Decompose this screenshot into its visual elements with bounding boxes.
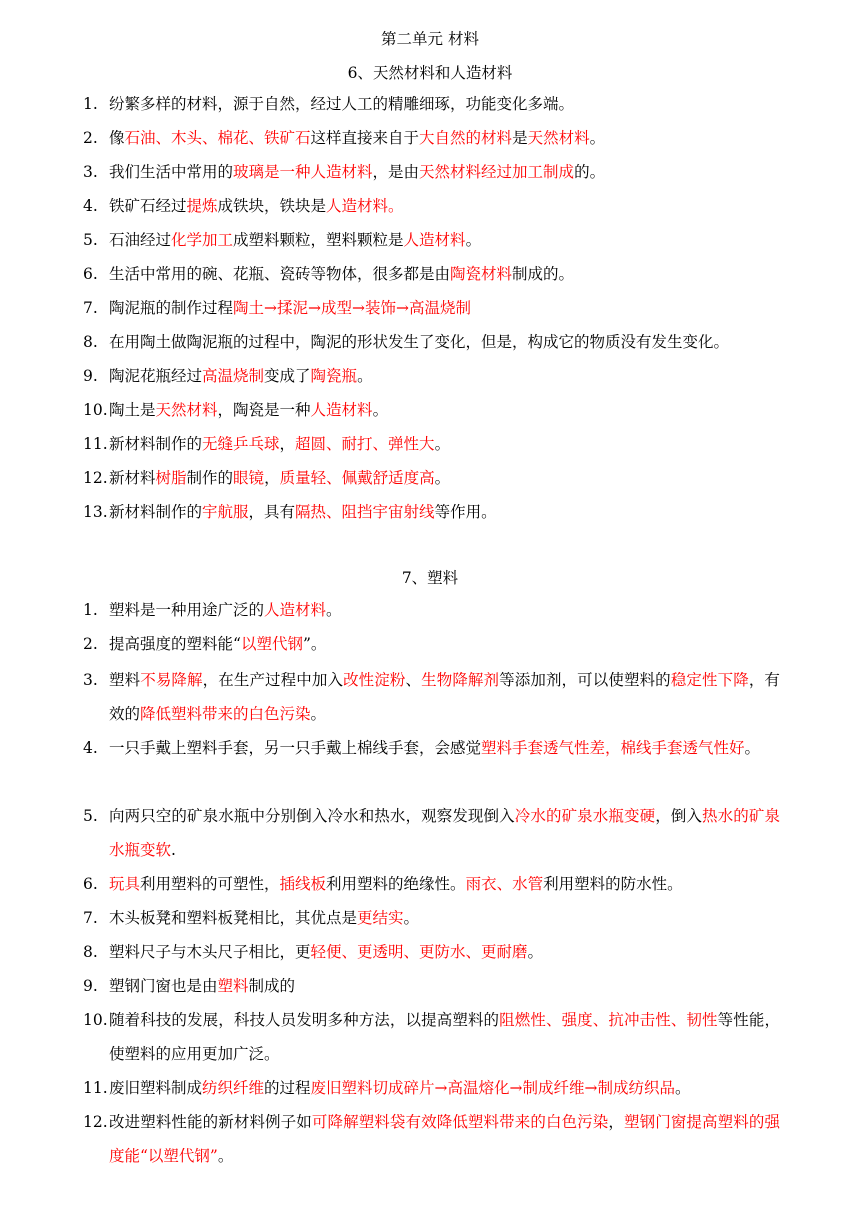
highlighted-text: 隔热、阻挡宇宙射线 [295,503,435,521]
highlighted-text: 超圆、耐打、弹性大 [295,435,435,453]
plain-text: 一只手戴上塑料手套，另一只手戴上棉线手套，会感觉 [109,739,482,757]
item-text [109,969,780,1003]
plain-text: 塑钢门窗也是由 [109,977,218,995]
item-text [109,1105,780,1173]
highlighted-text: 以塑代钢 [240,635,303,653]
highlighted-text: 石油、木头、棉花、铁矿石 [124,129,311,147]
item-text [109,427,780,461]
list-item [83,121,780,155]
plain-text: ， [608,1113,624,1131]
item-text [109,461,780,495]
item-number: 4. [83,197,98,215]
plain-text: 制成的 [248,977,296,995]
plain-text: 铁矿石经过 [109,197,187,215]
plain-text: 新材料制作的 [109,435,203,453]
item-number: 5. [83,231,98,249]
item-text [109,121,780,155]
plain-text: 。 [744,739,761,757]
highlighted-text: 宇航服 [202,503,249,521]
highlighted-text: 质量轻、佩戴舒适度高 [279,469,435,487]
list-item [83,1105,780,1173]
highlighted-text: 人造材料。 [326,197,404,215]
item-text [109,731,780,765]
list-item [83,461,780,495]
plain-text: 。 [326,601,342,619]
item-text [109,87,780,121]
highlighted-text: 纺织纤维 [202,1079,265,1097]
plain-text: 改进塑料性能的新材料例子如 [109,1113,312,1131]
plain-text: 我们生活中常用的 [109,163,234,181]
list-item [83,87,780,121]
highlighted-text: 陶瓷材料 [450,265,513,283]
highlighted-text: 天然材料经过加工制成 [419,163,575,181]
plain-text: . [171,841,176,859]
section7-title: 7、塑料 [401,569,459,587]
plain-text: 。 [372,401,389,419]
item-text [109,1003,780,1071]
plain-text: 等作用。 [434,503,497,521]
list-item [83,223,780,257]
plain-text: 变成了 [264,367,311,385]
plain-text: 。 [589,129,606,147]
plain-text: 新材料制作的 [109,503,203,521]
list-item [83,935,780,969]
item-number: 1. [83,601,98,619]
highlighted-text: 塑钢门窗提高塑料的强度能“以塑代钢” [109,1113,780,1165]
highlighted-text: 塑料 [217,977,249,995]
plain-text: ”。 [302,635,327,653]
highlighted-text: 无缝乒乓球 [202,435,280,453]
item-number: 12. [83,469,108,487]
highlighted-text: 提炼 [186,197,218,215]
highlighted-text: 天然材料 [155,401,218,419]
plain-text: 生活中常用的碗、花瓶、瓷砖等物体，很多都是由 [109,265,451,283]
list-item [83,393,780,427]
highlighted-text: 热水的矿泉水瓶变软 [109,807,780,859]
plain-text: ，具有 [248,503,296,521]
plain-text: 等添加剂，可以使塑料的 [499,671,671,689]
plain-text: 、 [405,671,422,689]
item-text [109,257,780,291]
plain-text: 利用塑料的防水性。 [543,875,683,893]
plain-text: 。 [310,705,327,723]
item-number: 11. [83,1079,108,1097]
highlighted-text: 塑料手套透气性差，棉线手套透气性好 [481,739,745,757]
list-item [83,867,780,901]
list-item [83,1003,780,1071]
highlighted-text: 高温烧制 [202,367,265,385]
highlighted-text: 可降解塑料袋有效降低塑料带来的白色污染 [311,1113,609,1131]
highlighted-text: 玻璃是一种人造材料 [233,163,373,181]
plain-text: 。 [527,943,544,961]
list-item [83,495,780,529]
plain-text: 利用塑料的可塑性， [140,875,280,893]
item-number: 12. [83,1113,108,1131]
plain-text: 纷繁多样的材料，源于自然，经过人工的精雕细琢，功能变化多端。 [109,95,575,113]
plain-text: 。 [465,231,482,249]
highlighted-text: 眼镜 [233,469,265,487]
plain-text: 随着科技的发展，科技人员发明多种方法，以提高塑料的 [109,1011,500,1029]
item-text [109,223,780,257]
highlighted-text: 人造材料 [310,401,373,419]
highlighted-text: 陶瓷瓶 [310,367,358,385]
item-text [109,495,780,529]
highlighted-text: 生物降解剂 [421,671,500,689]
plain-text: ，是由 [372,163,420,181]
highlighted-text: 更结实 [357,909,404,927]
plain-text: 陶土是 [109,401,156,419]
item-text [109,901,780,935]
list-item [83,291,780,325]
item-text [109,799,780,867]
list-item [83,427,780,461]
plain-text: 。 [357,367,373,385]
highlighted-text: 废旧塑料切成碎片→高温熔化→制成纤维→制成纺织品 [310,1079,676,1097]
highlighted-text: 化学加工 [171,231,234,249]
item-text [109,867,780,901]
item-number: 10. [83,1011,108,1029]
item-number: 2. [83,129,98,147]
plain-text: 成铁块，铁块是 [217,197,327,215]
plain-text: 是 [512,129,528,147]
highlighted-text: 大自然的材料 [419,129,513,147]
plain-text: 塑料 [109,671,141,689]
highlighted-text: 改性淀粉 [343,671,406,689]
item-number: 9. [83,367,98,385]
item-number: 5. [83,807,98,825]
unit-title: 第二单元 材料 [381,30,479,48]
plain-text: 新材料 [109,469,156,487]
item-text [109,1071,780,1105]
item-text [109,325,780,359]
item-number: 8. [83,333,98,351]
highlighted-text: 人造材料 [403,231,466,249]
list-item [83,593,780,627]
highlighted-text: 雨衣、水管 [465,875,544,893]
plain-text: 提高强度的塑料能“ [109,635,241,653]
item-number: 6. [83,875,98,893]
highlighted-text: 人造材料 [264,601,327,619]
highlighted-text: 陶土→揉泥→成型→装饰→高温烧制 [233,299,471,317]
item-number: 3. [83,163,98,181]
item-number: 8. [83,943,98,961]
highlighted-text: 不易降解 [140,671,203,689]
item-text [109,189,780,223]
item-number: 6. [83,265,98,283]
plain-text: ，倒入 [655,807,703,825]
plain-text: 制成的。 [512,265,575,283]
list-item [83,901,780,935]
plain-text: ， [264,469,280,487]
item-text [109,935,780,969]
highlighted-text: 稳定性下降 [670,671,749,689]
highlighted-text: 天然材料 [527,129,590,147]
item-number: 1. [83,95,98,113]
plain-text: 向两只空的矿泉水瓶中分别倒入冷水和热水，观察发现倒入 [109,807,515,825]
highlighted-text: 树脂 [155,469,187,487]
item-number: 13. [83,503,108,521]
list-item [83,731,780,765]
item-text [109,291,780,325]
plain-text: ，在生产过程中加入 [202,671,344,689]
plain-text: 利用塑料的绝缘性。 [326,875,466,893]
plain-text: 像 [109,129,125,147]
plain-text: 成塑料颗粒，塑料颗粒是 [233,231,404,249]
list-item [83,969,780,1003]
plain-text: ， [279,435,296,453]
item-number: 7. [83,909,98,927]
highlighted-text: 阻燃性、强度、抗冲击性、韧性 [499,1011,718,1029]
list-item [83,257,780,291]
list-item [83,359,780,393]
highlighted-text: 降低塑料带来的白色污染 [140,705,311,723]
list-item [83,155,780,189]
plain-text: 。 [434,435,451,453]
list-item [83,627,780,661]
list-item [83,1071,780,1105]
highlighted-text: 玩具 [109,875,141,893]
item-text [109,393,780,427]
item-number: 2. [83,635,98,653]
item-number: 4. [83,739,98,757]
plain-text: 等性能，使塑料的应用更加广泛。 [109,1011,780,1063]
plain-text: 。 [675,1079,691,1097]
plain-text: 。 [403,909,420,927]
plain-text: 的过程 [264,1079,311,1097]
plain-text: ，陶瓷是一种 [217,401,311,419]
item-number: 10. [83,401,108,419]
plain-text: 木头板凳和塑料板凳相比，其优点是 [109,909,358,927]
list-item [83,799,780,867]
plain-text: 塑料是一种用途广泛的 [109,601,265,619]
highlighted-text: 插线板 [279,875,327,893]
section6-title: 6、天然材料和人造材料 [347,64,513,82]
highlighted-text: 轻便、更透明、更防水、更耐磨 [310,943,528,961]
list-item [83,325,780,359]
plain-text: 塑料尺子与木头尺子相比，更 [109,943,311,961]
plain-text: 石油经过 [109,231,172,249]
item-number: 3. [83,671,98,689]
plain-text: 陶泥瓶的制作过程 [109,299,234,317]
plain-text: 制作的 [186,469,234,487]
item-text [109,359,780,393]
plain-text: 废旧塑料制成 [109,1079,203,1097]
plain-text: 陶泥花瓶经过 [109,367,203,385]
list-item [83,663,780,731]
item-number: 11. [83,435,108,453]
list-item [83,189,780,223]
highlighted-text: 冷水的矿泉水瓶变硬 [514,807,656,825]
plain-text: 这样直接来自于 [310,129,420,147]
plain-text: 。 [434,469,451,487]
plain-text: 的。 [574,163,606,181]
item-number: 7. [83,299,98,317]
plain-text: 在用陶土做陶泥瓶的过程中，陶泥的形状发生了变化，但是，构成它的物质没有发生变化。 [109,333,730,351]
item-text [109,593,780,627]
item-text [109,155,780,189]
item-text [109,663,780,731]
plain-text: ，有效的 [109,671,780,723]
plain-text: 。 [217,1147,234,1165]
item-number: 9. [83,977,98,995]
item-text [109,627,780,661]
